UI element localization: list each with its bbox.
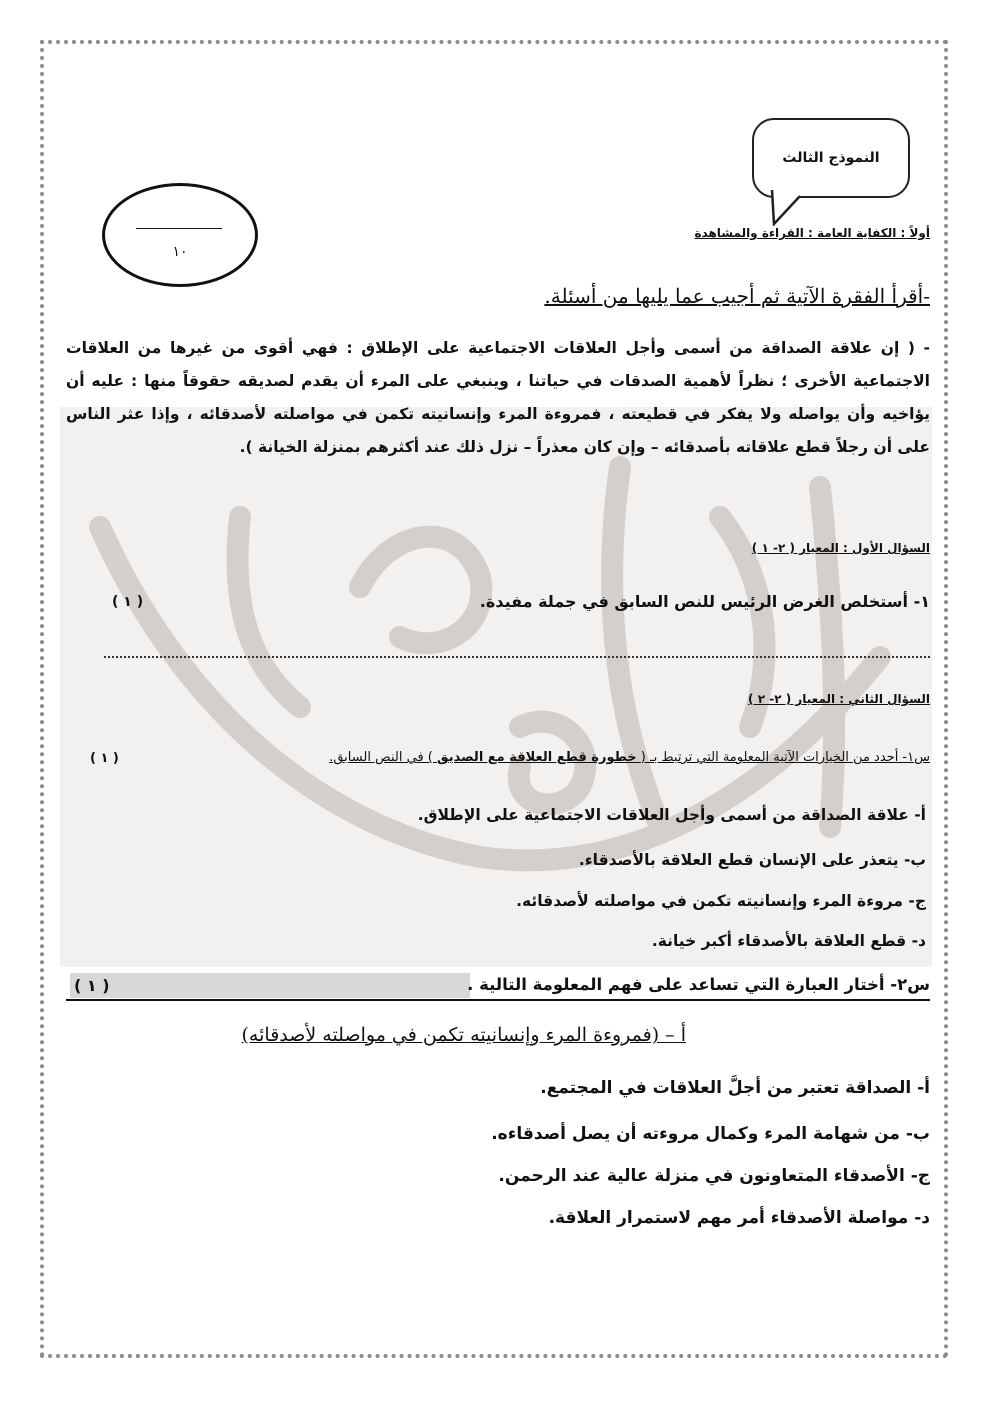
speech-bubble-tail xyxy=(770,190,810,226)
question1-header: السؤال الأول : المعيار ( ٢- ١ ) xyxy=(751,541,930,555)
score-oval xyxy=(102,183,258,287)
s1-option-c[interactable]: ج- مروءة المرء وإنسانيته تكمن في مواصلته لأصدقائه. xyxy=(516,892,926,910)
question1-text: ١- أستخلص الغرض الرئيس للنص السابق في جملة مفيدة. xyxy=(479,592,930,611)
question1-mark: ( ١ ) xyxy=(112,594,144,610)
s2-highlight-statement: أ – (فمروءة المرء وإنسانيته تكمن في مواصلته لأصدقائه) xyxy=(241,1024,686,1046)
s2-option-b[interactable]: ب- من شهامة المرء وكمال مروءته أن يصل أصدقاءه. xyxy=(491,1124,930,1144)
s1-mark: ( ١ ) xyxy=(90,751,119,766)
s1-suffix: ) في النص السابق. xyxy=(329,750,433,765)
s1-option-a[interactable]: أ- علاقة الصداقة من أسمى وأجل العلاقات الاجتماعية على الإطلاق. xyxy=(417,806,926,824)
section-title: أولاً : الكفاية العامة : القراءة والمشاهدة xyxy=(694,226,930,240)
s2-mark: ( ١ ) xyxy=(74,976,110,995)
score-total: ١٠ xyxy=(172,244,188,260)
s1-option-d[interactable]: د- قطع العلاقة بالأصدقاء أكبر خيانة. xyxy=(651,932,926,950)
calligraphy-watermark xyxy=(60,407,932,967)
model-label-box xyxy=(752,118,910,198)
s2-text: س٢- أختار العبارة التي تساعد على فهم المعلومة التالية . xyxy=(467,975,930,994)
score-blank-line xyxy=(136,228,222,229)
reading-passage: - ( إن علاقة الصداقة من أسمى وأجل العلاقات الاجتماعية على الإطلاق : فهي أقوى من غيرها من العلاقات الاجتماعية الأخرى ؛ نظراً لأهمية الصدقات في حياتنا ، وينبغي على المرء أن يقدم لصديقه حقوقاً منها : عليه أن يؤاخيه وأن يواصله ولا يفكر في قطيعته ، فمروءة المرء وإنسانيته تكمن في مواصلته لأصدقائه ، وإذا عثر الناس على أن رجلاً قطع علاقاته بأصدقائه – وإن كان معذراً – نزل ذلك عند أكثرهم بمنزلة الخيانة ). xyxy=(66,339,930,456)
s1-prompt xyxy=(329,750,930,765)
s1-emphasis: خطورة قطع العلاقة مع الصديق xyxy=(437,750,637,765)
s1-option-b[interactable]: ب- يتعذر على الإنسان قطع العلاقة بالأصدقاء. xyxy=(578,851,926,869)
s2-option-d[interactable]: د- مواصلة الأصدقاء أمر مهم لاستمرار العلاقة. xyxy=(548,1208,930,1228)
reading-instruction: -أقرأ الفقرة الآتية ثم أجيب عما يليها من أسئلة. xyxy=(544,284,930,308)
s2-option-c[interactable]: ج- الأصدقاء المتعاونون في منزلة عالية عند الرحمن. xyxy=(498,1166,930,1186)
answer-dotted-line[interactable] xyxy=(104,656,930,658)
question2-header: السؤال الثاني : المعيار ( ٢- ٢ ) xyxy=(748,692,930,706)
s1-prefix: س١- أحدد من الخيارات الآتية المعلومة التي ترتبط بـ ( xyxy=(640,750,930,765)
s2-option-a[interactable]: أ- الصداقة تعتبر من أجلَّ العلاقات في المجتمع. xyxy=(540,1078,930,1098)
model-label: النموذج الثالث xyxy=(782,150,880,166)
